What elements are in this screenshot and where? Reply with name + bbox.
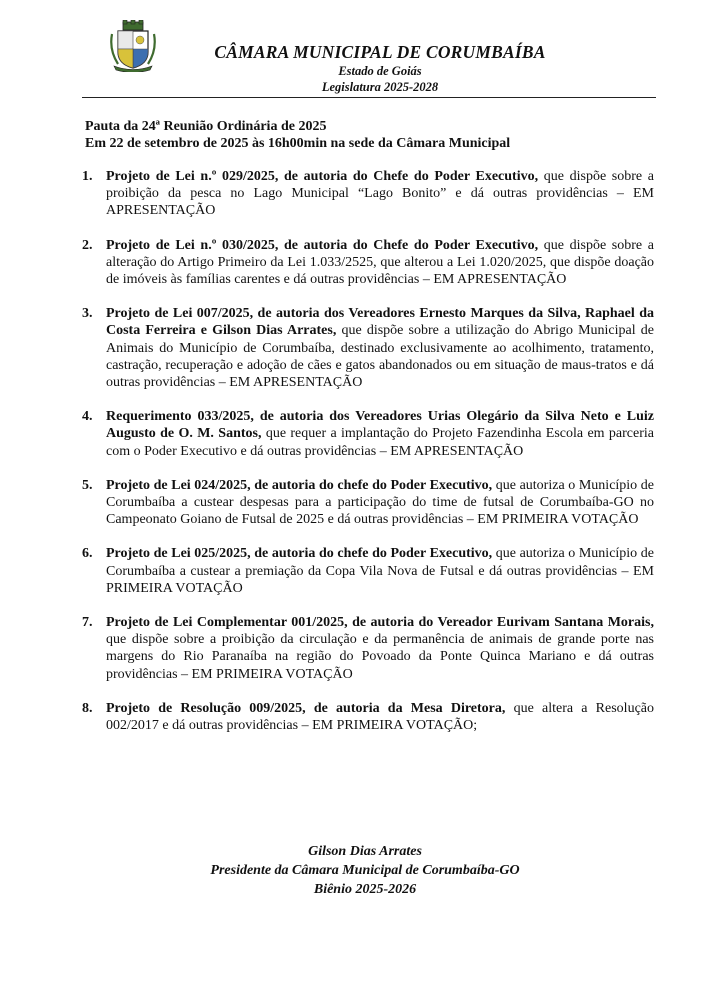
signatory-role: Presidente da Câmara Municipal de Corumbaíba-GO: [210, 863, 520, 878]
item-description: que autoriza o Município de Corumbaíba a custear despesas para a participação do time de futsal de Corumbaíba-GO no Campeonato Goiano de Futsal de 2025 e dá outras providências – EM PRIMEIRA VOTAÇÃO: [106, 477, 654, 528]
agenda-item: [82, 700, 654, 734]
agenda-item: [82, 305, 654, 391]
state-line: Estado de Goiás: [338, 64, 422, 78]
item-description: que dispõe sobre a proibição da circulação e da permanência de animais de grande porte nas margens do Rio Paranaíba na região do Povoado da Ponte Quinca Mariano e dá outras providências – EM PRIMEIRA VOTAÇÃO: [106, 632, 654, 682]
agenda-item: [82, 168, 654, 220]
header-divider: [82, 97, 656, 98]
item-title: Projeto de Lei n.º 029/2025, de autoria do Chefe do Poder Executivo,: [106, 169, 539, 184]
agenda-item: [82, 237, 654, 289]
item-number: 1.: [82, 169, 93, 184]
agenda-item: [82, 477, 654, 529]
signatory-name: Gilson Dias Arrates: [308, 844, 422, 859]
agenda-item: [82, 408, 654, 460]
item-number: 5.: [82, 477, 93, 493]
chamber-title: CÂMARA MUNICIPAL DE CORUMBAÍBA: [214, 42, 546, 62]
agenda-title: Pauta da 24ª Reunião Ordinária de 2025: [85, 119, 327, 134]
item-number: 4.: [82, 409, 93, 425]
agenda-item: [82, 614, 654, 683]
item-description: que dispõe sobre a proibição da pesca no Lago Municipal “Lago Bonito” e dá outras providências – EM APRESENTAÇÃO: [106, 169, 654, 219]
municipal-crest-icon: [108, 20, 158, 72]
item-description: que requer a implantação do Projeto Fazendinha Escola em parceria com o Poder Executivo e dá outras providências – EM APRESENTAÇÃO: [106, 426, 654, 459]
item-description: que altera a Resolução 002/2017 e dá outras providências – EM PRIMEIRA VOTAÇÃO;: [106, 700, 654, 734]
session-agenda-heading: [85, 118, 655, 152]
signature-block: [150, 842, 580, 899]
item-title: Projeto de Resolução 009/2025, de autoria da Mesa Diretora,: [106, 700, 506, 716]
item-title: Projeto de Lei n.º 030/2025, de autoria do Chefe do Poder Executivo,: [106, 237, 539, 253]
item-number: 2.: [82, 237, 93, 253]
item-number: 3.: [82, 306, 93, 322]
item-title: Projeto de Lei 024/2025, de autoria do chefe do Poder Executivo,: [106, 477, 493, 493]
item-number: 7.: [82, 615, 93, 631]
item-description: que autoriza o Município de Corumbaíba a custear a premiação da Copa Vila Nova de Futsal e dá outras providências – EM PRIMEIRA VOTAÇÃO: [106, 546, 654, 596]
agenda-item: [82, 545, 654, 597]
item-title: Projeto de Lei 007/2025, de autoria dos Vereadores Ernesto Marques da Silva, Raphael da Costa Ferreira e Gilson Dias Arrates,: [106, 306, 654, 339]
item-title: Requerimento 033/2025, de autoria dos Vereadores Urias Olegário da Silva Neto e Luiz Augusto de O. M. Santos,: [106, 409, 654, 442]
item-number: 8.: [82, 700, 93, 716]
item-number: 6.: [82, 546, 93, 562]
agenda-items-list: [82, 168, 654, 751]
legislature-line: Legislatura 2025-2028: [321, 80, 439, 94]
signatory-term: Biênio 2025-2026: [313, 882, 417, 897]
item-description: que dispõe sobre a utilização do Abrigo Municipal de Animais do Município de Corumbaíba, destinado exclusivamente ao acolhimento, tratamento, castração, recuperação e adoção de cães e gatos abandonados ou em situação de maus-tratos e dá outras providências – EM APRESENTAÇÃO: [106, 323, 654, 391]
item-description: que dispõe sobre a alteração do Artigo Primeiro da Lei 1.033/2525, que alterou a Lei 1.020/2025, que dispõe doação de imóveis às famílias carentes e dá outras providências – EM APRESENTAÇÃO: [106, 237, 654, 288]
item-title: Projeto de Lei 025/2025, de autoria do chefe do Poder Executivo,: [106, 546, 493, 562]
item-title: Projeto de Lei Complementar 001/2025, de autoria do Vereador Eurivam Santana Morais,: [106, 615, 654, 631]
agenda-date-line: Em 22 de setembro de 2025 às 16h00min na sede da Câmara Municipal: [85, 136, 511, 151]
document-header: [170, 42, 590, 95]
